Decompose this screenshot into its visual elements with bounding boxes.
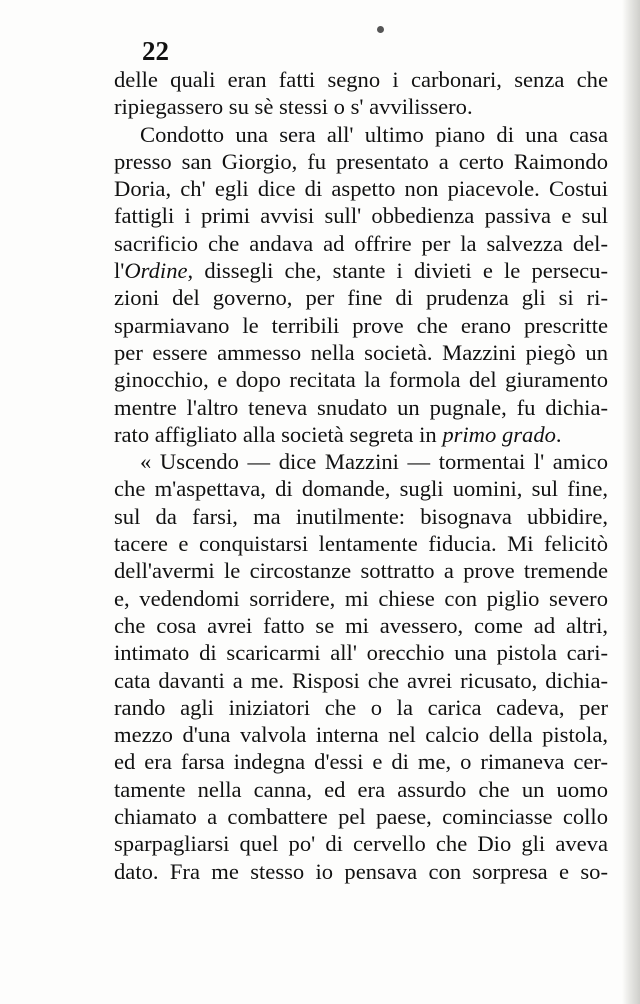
text-line: tamente nella canna, ed era assurdo che un uomo (114, 776, 608, 802)
text-line: sacrificio che andava ad offrire per la salvezza del- (114, 230, 608, 256)
italic-phrase: primo grado (442, 421, 556, 447)
text-line: ed era farsa indegna d'essi e di me, o rimaneva cer- (114, 749, 608, 775)
text-line: Doria, ch' egli dice di aspetto non piacevole. Costui (114, 176, 608, 202)
text-line: e, vedendomi sorridere, mi chiese con piglio severo (114, 585, 608, 611)
text-line: zioni del governo, per fine di prudenza gli si ri- (114, 285, 608, 311)
text-segment: , dissegli che, stante i divieti e le persecu- (187, 258, 608, 284)
text-line: dell'avermi le circostanze sottratto a prove tremende (114, 558, 608, 584)
page-edge-shadow (622, 0, 640, 1004)
text-line: delle quali eran fatti segno i carbonari, senza che (114, 67, 608, 92)
text-line: Condotto una sera all' ultimo piano di una casa (140, 121, 608, 147)
text-line: che m'aspettava, di domande, sugli uomini, sul fine, (114, 476, 608, 502)
text-line: fattigli i primi avvisi sull' obbedienza passiva e sul (114, 203, 608, 229)
text-line: rando agli iniziatori che o la carica cadeva, per (114, 694, 608, 720)
text-segment: l' (114, 258, 125, 284)
text-line: tacere e conquistarsi lentamente fiducia. Mi felicitò (114, 531, 608, 557)
text-line (114, 257, 608, 284)
text-line: per essere ammesso nella società. Mazzini piegò un (114, 339, 608, 365)
text-line: « Uscendo — dice Mazzini — tormentai l' amico (140, 449, 608, 475)
text-line: sul da farsi, ma inutilmente: bisognava ubbidire, (114, 503, 608, 529)
text-line: intimato di scaricarmi all' orecchio una pistola cari- (114, 640, 608, 666)
ink-dot (377, 26, 384, 33)
text-line: ginocchio, e dopo recitata la formola del giuramento (114, 367, 608, 393)
text-segment: . (555, 421, 562, 447)
italic-word: Ordine (124, 258, 188, 284)
text-segment: rato affigliato alla società segreta in (114, 421, 443, 447)
text-line: presso san Giorgio, fu presentato a certo Raimondo (114, 148, 608, 174)
text-line: mezzo d'una valvola interna nel calcio della pistola, (114, 722, 608, 748)
text-line: che cosa avrei fatto se mi avessero, come ad altri, (114, 612, 608, 638)
text-line: dato. Fra me stesso io pensava con sorpresa e so- (114, 858, 608, 884)
text-line (114, 421, 608, 448)
text-line: mentre l'altro teneva snudato un pugnale, fu dichia- (114, 394, 608, 420)
text-line: cata davanti a me. Risposi che avrei ricusato, dichia- (114, 667, 608, 693)
text-line: sparmiavano le terribili prove che erano prescritte (114, 312, 608, 338)
page-number: 22 (142, 36, 169, 66)
body-text (114, 66, 608, 885)
text-line: chiamato a combattere pel paese, cominciasse collo (114, 804, 608, 830)
text-line: ripiegassero su sè stessi o s' avvilissero. (114, 94, 473, 120)
text-line: sparpagliarsi quel po' di cervello che Dio gli aveva (114, 831, 608, 857)
